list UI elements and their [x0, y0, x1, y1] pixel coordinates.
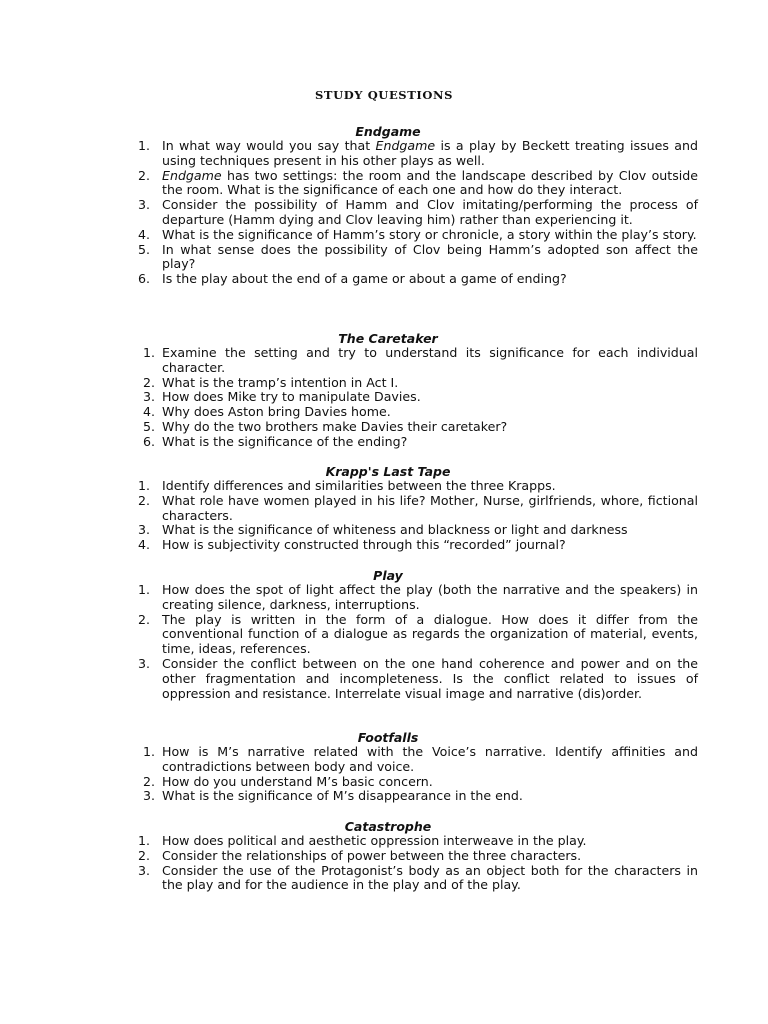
question-item — [138, 390, 698, 405]
document-title: STUDY QUESTIONS — [315, 88, 453, 102]
question-number: 5. — [138, 241, 151, 257]
question-item — [138, 169, 698, 199]
question-number: 1. — [138, 478, 151, 493]
question-item — [138, 198, 698, 228]
question-number: 6. — [142, 433, 155, 449]
question-item — [138, 139, 698, 169]
question-text: Consider the conflict between on the one hand coherence and power and on the other fragmentation and incompleteness. Is the conflict related to issues of oppression and resistance. Interrelate visual image and narrative (dis)order. — [162, 655, 698, 701]
section-endgame — [138, 124, 698, 287]
question-item — [138, 494, 698, 524]
question-number: 2. — [142, 773, 155, 789]
section-play — [138, 568, 698, 701]
question-item — [138, 583, 698, 613]
section-heading: Catastrophe — [344, 819, 432, 834]
section-the-caretaker — [138, 331, 698, 450]
question-text: Why does Aston bring Davies home. — [162, 404, 391, 420]
question-item — [138, 864, 698, 894]
question-number: 2. — [138, 167, 151, 183]
question-item — [138, 523, 698, 538]
question-text: How does political and aesthetic oppression interweave in the play. — [162, 833, 587, 848]
question-item — [138, 376, 698, 391]
question-number: 4. — [138, 226, 151, 242]
question-text: Consider the relationships of power between the three characters. — [162, 847, 582, 863]
question-number: 2. — [138, 492, 151, 508]
question-item — [138, 272, 698, 287]
question-item — [138, 228, 698, 243]
question-text: How does the spot of light affect the play (both the narrative and the speakers) in creating silence, darkness, interruptions. — [162, 582, 698, 612]
question-number: 3. — [142, 788, 155, 804]
question-text: In what way would you say that Endgame is a play by Beckett treating issues and using techniques present in his other plays as well. — [162, 138, 698, 168]
question-number: 3. — [138, 197, 151, 213]
question-list — [138, 583, 698, 701]
question-text: What is the tramp’s intention in Act I. — [162, 374, 399, 390]
question-item — [138, 789, 698, 804]
section-heading: Endgame — [355, 124, 421, 139]
question-number: 3. — [142, 389, 155, 405]
section-krapps-last-tape — [138, 464, 698, 553]
section-heading: The Caretaker — [338, 331, 438, 346]
question-item — [138, 243, 698, 273]
question-number: 2. — [138, 847, 151, 863]
question-text: In what sense does the possibility of Clov being Hamm’s adopted son affect the play? — [162, 241, 698, 272]
section-heading: Krapp's Last Tape — [325, 464, 451, 479]
question-item — [138, 420, 698, 435]
question-list — [138, 834, 698, 893]
section-heading: Play — [373, 568, 403, 583]
question-item — [138, 435, 698, 450]
question-number: 6. — [138, 271, 151, 287]
question-number: 2. — [138, 611, 151, 627]
section-heading: Footfalls — [357, 730, 419, 745]
question-item — [138, 613, 698, 657]
question-number: 3. — [138, 862, 151, 878]
question-text: What is the significance of the ending? — [162, 433, 408, 449]
question-text: Identify differences and similarities between the three Krapps. — [162, 478, 556, 493]
question-text: How do you understand M’s basic concern. — [162, 773, 433, 789]
question-item — [138, 775, 698, 790]
question-number: 1. — [138, 582, 151, 597]
question-text: What role have women played in his life? Mother, Nurse, girlfriends, whore, fictional characters. — [162, 492, 698, 523]
section-catastrophe — [138, 819, 698, 893]
question-text: Consider the use of the Protagonist’s body as an object both for the characters in the play and for the audience in the play and of the play. — [162, 862, 698, 893]
question-number: 1. — [142, 345, 155, 360]
question-text: Examine the setting and try to understand its significance for each individual character. — [162, 345, 698, 375]
question-text: How is M’s narrative related with the Voice’s narrative. Identify affinities and contradictions between body and voice. — [162, 744, 698, 774]
question-list — [138, 346, 698, 450]
question-list — [138, 139, 698, 287]
question-item — [138, 834, 698, 849]
question-number: 5. — [142, 418, 155, 434]
question-text: Why do the two brothers make Davies their caretaker? — [162, 418, 508, 434]
question-text: How is subjectivity constructed through this “recorded” journal? — [162, 537, 566, 553]
question-number: 3. — [138, 655, 151, 671]
question-number: 3. — [138, 522, 151, 538]
question-list — [138, 479, 698, 553]
question-number: 4. — [142, 404, 155, 420]
question-item — [138, 657, 698, 701]
question-text: What is the significance of whiteness and blackness or light and darkness — [162, 522, 628, 538]
question-text: Consider the possibility of Hamm and Clov imitating/performing the process of departure (Hamm dying and Clov leaving him) rather than experiencing it. — [162, 197, 698, 227]
question-number: 1. — [138, 138, 151, 153]
question-text: The play is written in the form of a dialogue. How does it differ from the conventional function of a dialogue as regards the organization of material, events, time, ideas, references. — [162, 611, 698, 657]
question-item — [138, 538, 698, 553]
question-text: What is the significance of M’s disappearance in the end. — [162, 788, 523, 804]
question-number: 1. — [138, 833, 151, 848]
question-list — [138, 745, 698, 804]
question-text: Endgame has two settings: the room and the landscape described by Clov outside the room. What is the significance of each one and how do they interact. — [162, 167, 698, 198]
question-number: 1. — [142, 744, 155, 759]
question-item — [138, 346, 698, 376]
question-item — [138, 479, 698, 494]
question-item — [138, 849, 698, 864]
question-number: 2. — [142, 374, 155, 390]
question-text: How does Mike try to manipulate Davies. — [162, 389, 421, 405]
question-text: What is the significance of Hamm’s story or chronicle, a story within the play’s story. — [162, 226, 697, 242]
question-text: Is the play about the end of a game or about a game of ending? — [162, 271, 567, 287]
question-number: 4. — [138, 537, 151, 553]
section-footfalls — [138, 730, 698, 804]
question-item — [138, 745, 698, 775]
question-item — [138, 405, 698, 420]
